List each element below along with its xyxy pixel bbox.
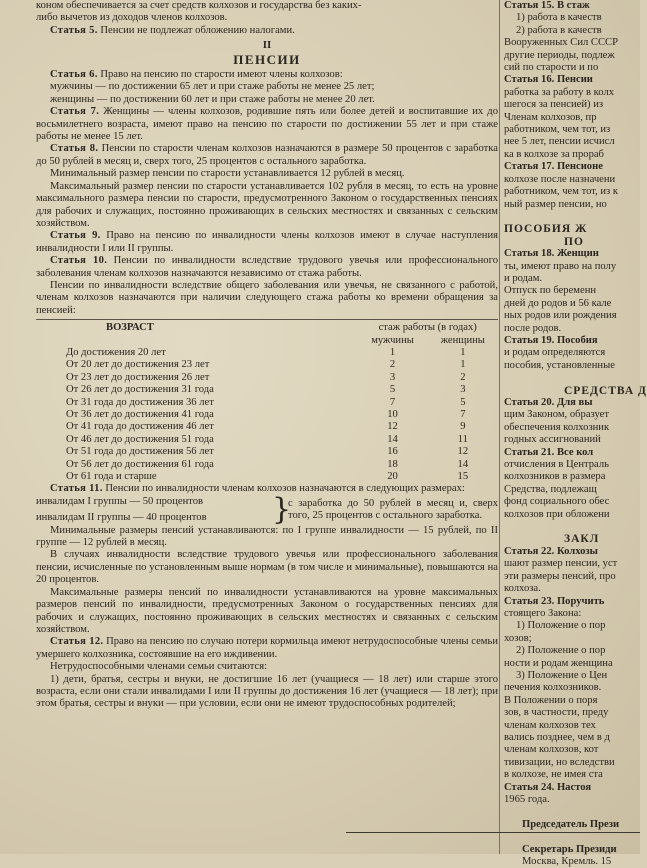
article-6-men: мужчины — по достижении 65 лет и при стаже работы не менее 25 лет; [50, 81, 375, 93]
right-column-line: Москва, Кремль. 15 [522, 856, 612, 868]
article-6 [36, 69, 498, 81]
table-row [36, 471, 498, 483]
table-cell-age: От 61 года и старше [66, 471, 157, 483]
table-row [36, 409, 498, 421]
table-cell-women: 14 [457, 458, 469, 470]
disability-groups [36, 496, 272, 525]
right-column-line: зов, в частности, преду [504, 707, 609, 719]
right-column-line: 1) Положение о пор [516, 620, 606, 632]
article-8-text: Пенсии по старости членам колхозов назначаются в размере 50 процентов с заработка до 50 рублей в месяц и, сверх того, 25 процентов с остального заработка. [36, 143, 498, 167]
right-column-line: работником, чем тот, из к [504, 186, 619, 198]
group-2-rate: инвалидам II группы — 40 процентов [36, 512, 207, 524]
article-6-text: Право на пенсию по старости имеют члены колхозов: [100, 69, 343, 81]
table-cell-age: От 31 года до достижения 36 лет [66, 396, 214, 408]
right-column-line: Статья 23. Поручить [504, 595, 605, 607]
article-11-label: Статья 11. [50, 483, 103, 495]
right-column-line: Статья 15. В стаж [504, 0, 590, 11]
disability-rate-basis: с заработка до 50 рублей в месяц и, сверх того, 25 процентов с остального заработка. [288, 497, 498, 522]
right-column-line: ка в колхозе за прораб [504, 148, 604, 160]
table-cell-age: До достижения 20 лет [66, 346, 166, 358]
section-title: ПЕНСИИ [233, 51, 301, 67]
right-column-line: ности и родам женщина [504, 657, 613, 669]
min-disability: Минимальные размеры пенсий устанавливаются: по I группе инвалидности — 15 рублей, по II группе — 12 рублей в месяц. [36, 524, 498, 549]
stazh-table [36, 322, 498, 483]
article-7-label: Статья 7. [50, 106, 100, 118]
right-column-line: печения колхозников. [504, 682, 602, 694]
group-1-rate: инвалидам I группы — 50 процентов [36, 495, 204, 507]
right-column-line: щим Законом, образует [504, 409, 609, 421]
right-column [504, 0, 647, 868]
table-row [36, 446, 498, 458]
article-10-text: Пенсии по инвалидности вследствие трудового увечья или профессионального заболевания членам колхозов назначаются независимо от стажа работы. [36, 255, 498, 279]
intro-line-2: либо вычетов из доходов членов колхозов. [36, 12, 228, 24]
table-cell-women: 5 [460, 396, 466, 408]
table-cell-men: 14 [387, 433, 398, 445]
right-column-line: Статья 17. Пенсионе [504, 161, 603, 173]
table-header-row [36, 322, 498, 334]
table-cell-women: 12 [457, 446, 469, 458]
section-number: II [262, 39, 272, 52]
article-9-text: Право на пенсию по инвалидности члены колхозов имеют в случае наступления инвалидности I или II группы. [36, 230, 499, 254]
article-10-b: Пенсии по инвалидности вследствие общего заболевания или увечья, не связанного с работой, членам колхозов назначаются при наличии следующего стажа работы ко времени обращения за пенсией: [36, 279, 498, 316]
right-column-line: работником, чем тот, из [504, 124, 611, 136]
right-column-line: хозов; [504, 632, 532, 644]
header-men: мужчины [371, 334, 414, 346]
table-row [36, 384, 498, 396]
main-column [36, 0, 498, 854]
right-column-line: 2) работа в качеств [516, 24, 602, 36]
bottom-rule [346, 832, 640, 833]
article-9-label: Статья 9. [50, 230, 101, 242]
article-12 [36, 636, 498, 661]
injury-increase: В случаях инвалидности вследствие трудового увечья или профессионального заболевания пенсии, исчисленные по установленным выше нормам (в том числе и минимальные), повышаются на 20 процентов. [36, 549, 498, 586]
article-5 [36, 25, 498, 37]
right-column-line: ПО [564, 235, 584, 248]
right-column-line: в колхозе, не имея ста [504, 769, 603, 781]
right-column-line: нее 5 лет, пенсии исчисл [504, 136, 615, 148]
article-12-text: Право на пенсию по случаю потери кормильца имеют нетрудоспособные члены семьи умершего колхозника, состоявшие на его иждивении. [36, 636, 498, 660]
max-pension: Максимальный размер пенсии по старости устанавливается 102 рубля в месяц, то есть на уровне максимального размера пенсии по старости, предусмотренного Законом о государственных пенсиях для рабочих и служащих, постоянно проживающих в сельских местностях и связанных с сельским хозяйством. [36, 180, 498, 229]
right-column-line [504, 521, 640, 533]
table-row [36, 421, 498, 433]
article-9 [36, 230, 498, 255]
header-women: женщины [440, 334, 485, 346]
right-column-line: стоящего Закона: [504, 607, 582, 619]
right-column-line: колхозов при обложени [504, 508, 610, 520]
table-cell-men: 7 [389, 396, 396, 408]
table-cell-men: 12 [387, 421, 398, 433]
right-column-line: Статья 20. Для вы [504, 397, 593, 408]
right-column-line [504, 211, 640, 223]
right-column-line: эти размеры пенсий, про [504, 570, 616, 582]
table-row [36, 347, 498, 359]
article-5-label: Статья 5. [50, 24, 98, 36]
table-cell-age: От 41 года до достижения 46 лет [66, 421, 214, 433]
right-column-line: дней до родов и 56 кале [504, 297, 612, 309]
table-cell-age: От 26 лет до достижения 31 года [66, 384, 214, 396]
right-column-line: 3) Положение о Цен [516, 669, 608, 681]
right-column-line: Вооруженных Сил СССР [504, 37, 619, 49]
nonworking-heading: Нетрудоспособными членами семьи считаются: [50, 661, 268, 673]
right-column-line: колхоза. [504, 583, 541, 595]
table-cell-age: От 23 лет до достижения 26 лет [66, 371, 210, 383]
brace-symbol: } [272, 492, 292, 528]
right-column-line: Статья 21. Все кол [504, 446, 594, 458]
article-10-label: Статья 10. [50, 255, 108, 267]
table-row [36, 434, 498, 446]
table-cell-men: 10 [387, 409, 398, 420]
right-column-line: вались позднее, чем в д [504, 731, 610, 743]
right-column-line: колхозников в размера [504, 471, 606, 483]
right-column-line: пособия, установленные [504, 359, 615, 371]
right-column-line: сий по старости и по [504, 62, 599, 74]
table-row [36, 459, 498, 471]
right-column-line: Статья 24. Настоя [504, 781, 592, 793]
table-cell-men: 18 [387, 458, 398, 470]
table-cell-men: 3 [389, 371, 396, 383]
right-column-line: 1965 года. [504, 794, 550, 805]
table-row [36, 359, 498, 371]
right-column-line: обеспечения колхозник [504, 421, 610, 433]
article-12-label: Статья 12. [50, 636, 104, 648]
table-subheader-row [36, 335, 498, 347]
right-column-line [504, 831, 640, 843]
intro-line-1: коном обеспечивается за счет средств колхозов и государства без каких- [36, 0, 362, 11]
right-column-line: Средства, подлежащ [504, 483, 597, 495]
table-cell-women: 3 [460, 384, 466, 396]
table-cell-age: От 20 лет до достижения 23 лет [66, 359, 210, 371]
table-cell-men: 2 [389, 359, 396, 371]
table-top-rule [36, 319, 498, 320]
right-column-line: после родов. [504, 322, 562, 334]
header-stazh: стаж работы (в годах) [378, 322, 477, 334]
right-column-line: ПОСОБИЯ Ж [504, 223, 588, 236]
table-cell-women: 1 [460, 359, 466, 371]
right-column-line: фонд социального обес [504, 496, 610, 508]
right-column-line: колхозе после назначени [504, 173, 616, 185]
right-column-line: и родам. [504, 272, 543, 284]
right-column-line: отчисления в Централь [504, 459, 609, 471]
right-column-line: Статья 19. Пособия [504, 334, 598, 346]
right-column-line: Членам колхозов, пр [504, 111, 597, 123]
right-column-line: Статья 18. Женщин [504, 248, 599, 260]
table-cell-women: 15 [457, 471, 469, 483]
article-8-label: Статья 8. [50, 143, 99, 155]
right-column-line: тивизации, но вследстви [504, 756, 615, 768]
table-cell-age: От 51 года до достижения 56 лет [66, 446, 214, 458]
min-pension: Минимальный размер пенсии по старости устанавливается 12 рублей в месяц. [50, 168, 405, 180]
right-column-line: ных родов или рождения [504, 310, 617, 322]
right-column-line: работка за работу в колх [504, 86, 615, 98]
table-cell-women: 1 [460, 346, 466, 358]
right-column-line: ный размер пенсии, но [504, 198, 607, 210]
table-cell-men: 16 [387, 446, 398, 458]
table-cell-age: От 46 лет до достижения 51 года [66, 433, 214, 445]
article-8 [36, 143, 498, 168]
right-column-line: шегося за пенсией) из [504, 99, 604, 111]
article-5-text: Пенсии не подлежат обложению налогами. [100, 24, 295, 36]
table-cell-men: 1 [389, 346, 396, 358]
right-column-line: ЗАКЛ [564, 533, 600, 546]
max-disability: Максимальные размеры пенсий по инвалидности устанавливаются на уровне максимальных размеров пенсий по инвалидности, предусмотренных Законом о государственных пенсиях для рабочих и служащих, постоянно проживающих в сельских местностях и связанных с сельским хозяйством. [36, 586, 498, 635]
right-column-line: Отпуск по беременн [504, 285, 597, 297]
right-column-line: шают размер пенсии, уст [504, 558, 618, 570]
article-6-label: Статья 6. [50, 69, 98, 81]
right-column-line: ты, имеют право на полу [504, 260, 617, 272]
right-column-line: Секретарь Президи [522, 843, 617, 855]
article-10 [36, 255, 498, 280]
table-cell-women: 7 [460, 409, 466, 420]
table-row [36, 397, 498, 409]
header-age: ВОЗРАСТ [106, 322, 154, 334]
right-column-line: и родам определяются [504, 347, 606, 359]
right-column-line: членам колхозов, кот [504, 744, 599, 756]
article-11 [36, 483, 498, 495]
right-column-line: СРЕДСТВА Д [564, 384, 647, 397]
right-column-line: годных ассигнований [504, 434, 601, 446]
right-column-line: 1) работа в качеств [516, 12, 602, 24]
right-column-line: Статья 16. Пенсии [504, 74, 593, 86]
table-body [36, 347, 498, 483]
column-divider [499, 0, 500, 854]
right-column-line: другие периоды, подлеж [504, 49, 615, 61]
right-column-line: членам колхозов тех [504, 719, 596, 731]
article-7-text: Женщины — члены колхозов, родившие пять или более детей и воспитавшие их до восьмилетнего возраста, имеют право на пенсию по старости по достижении 55 лет и при стаже работы не менее 15 лет. [36, 106, 498, 143]
right-column-line: В Положении о поря [504, 694, 598, 706]
article-6-women: женщины — по достижении 60 лет и при стаже работы не менее 20 лет. [50, 93, 375, 105]
right-column-line: 2) Положение о пор [516, 645, 606, 657]
table-cell-men: 5 [389, 384, 396, 396]
nonworking-item-1: 1) дети, братья, сестры и внуки, не достигшие 16 лет (учащиеся — 18 лет) или старше этого возраста, если они стали инвалидами I или II группы до достижения 16 лет (учащиеся — 18 лет); при этом братья, сестры и внуки — при условии, если они не имеют трудоспособных родителей; [36, 673, 498, 710]
article-7 [36, 106, 498, 143]
table-cell-age: От 36 лет до достижения 41 года [66, 409, 214, 420]
right-column-line [504, 372, 640, 384]
table-cell-women: 11 [457, 433, 468, 445]
disability-rates [36, 492, 498, 528]
table-row [36, 372, 498, 384]
right-column-line [504, 806, 640, 818]
right-column-line: Председатель Прези [522, 818, 620, 830]
table-cell-women: 9 [460, 421, 466, 433]
table-cell-age: От 56 лет до достижения 61 года [66, 458, 214, 470]
article-11-text: Пенсии по инвалидности членам колхозов назначаются в следующих размерах: [105, 483, 465, 495]
right-column-line: Статья 22. Колхозы [504, 545, 598, 557]
table-cell-women: 2 [460, 371, 466, 383]
table-cell-men: 20 [387, 471, 398, 483]
